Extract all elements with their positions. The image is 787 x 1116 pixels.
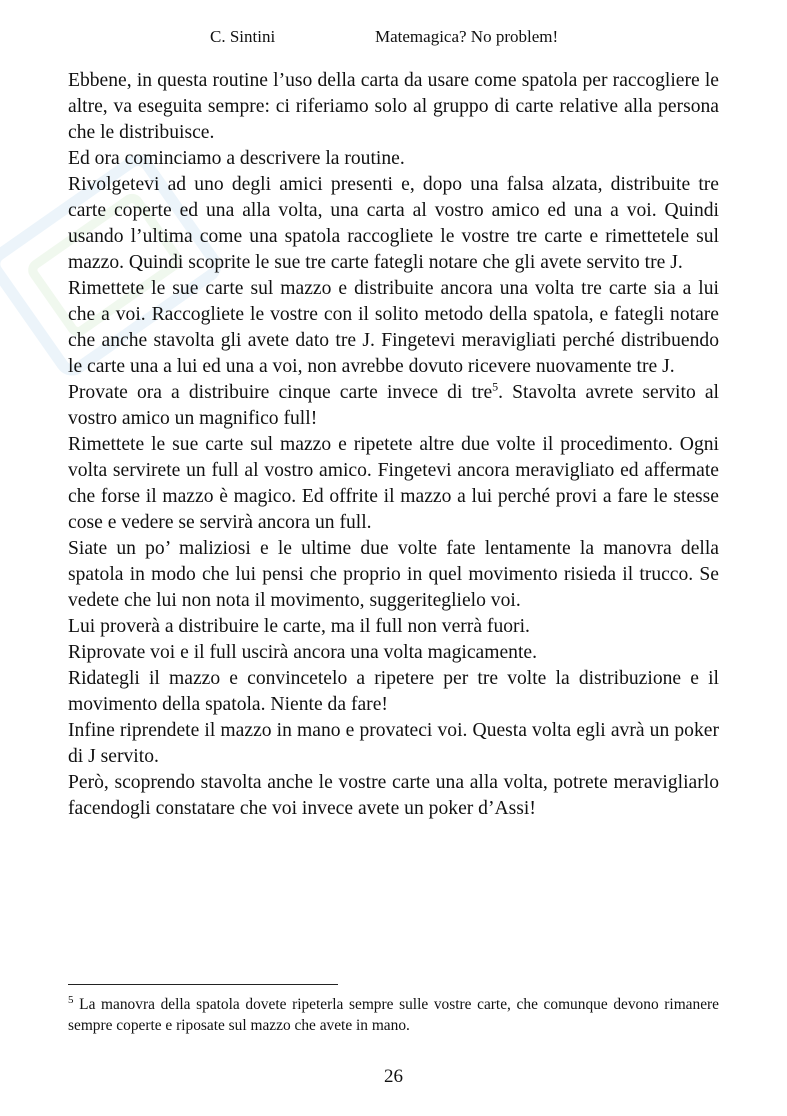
footnote <box>68 994 719 1036</box>
paragraph-with-footnote <box>68 380 719 432</box>
paragraph: Lui proverà a distribuire le carte, ma il full non verrà fuori. <box>68 616 530 637</box>
header-author: C. Sintini <box>210 27 276 46</box>
paragraph-text-after: . Stavolta avrete servito al vostro amico un magnifico full! <box>68 382 719 429</box>
page-number: 26 <box>384 1066 403 1087</box>
footnote-reference[interactable]: 5 <box>492 379 499 394</box>
paragraph: Riprovate voi e il full uscirà ancora una volta magicamente. <box>68 642 537 663</box>
paragraph: Infine riprendete il mazzo in mano e provateci voi. Questa volta egli avrà un poker di J servito. <box>68 720 719 767</box>
paragraph: Ebbene, in questa routine l’uso della carta da usare come spatola per raccogliere le altre, va eseguita sempre: ci riferiamo solo al gruppo di carte relative alla persona che le distribuisce. <box>68 70 719 143</box>
paragraph-text-before: Provate ora a distribuire cinque carte invece di tre <box>68 382 493 403</box>
paragraph: Rimettete le sue carte sul mazzo e ripetete altre due volte il procedimento. Ogni volta servirete un full al vostro amico. Fingetevi ancora meravigliato ed affermate che forse il mazzo è magico. Ed offrite il mazzo a lui perché provi a fare le stesse cose e vedere se servirà ancora un full. <box>68 434 719 533</box>
body-text <box>68 68 719 822</box>
paragraph: Rimettete le sue carte sul mazzo e distribuite ancora una volta tre carte sia a lui che a voi. Raccogliete le vostre con il solito metodo della spatola, e fategli notare che anche stavolta gli avete dato tre J. Fingetevi meravigliati perché distribuendo le carte una a lui ed una a voi, non avrebbe dovuto ricevere nuovamente tre J. <box>68 278 719 377</box>
paragraph: Però, scoprendo stavolta anche le vostre carte una alla volta, potrete meravigliarlo facendogli constatare che voi invece avete un poker d’Assi! <box>68 772 719 819</box>
header-title: Matemagica? No problem! <box>375 27 559 46</box>
page-header <box>0 27 787 49</box>
paragraph: Rivolgetevi ad uno degli amici presenti e, dopo una falsa alzata, distribuite tre carte coperte ed una alla volta, una carta al vostro amico ed una a voi. Quindi usando l’ultima come una spatola raccogliete le vostre tre carte e rimettetele sul mazzo. Quindi scoprite le sue tre carte fategli notare che gli avete servito tre J. <box>68 174 719 273</box>
paragraph: Ed ora cominciamo a descrivere la routine. <box>68 148 405 169</box>
paragraph: Siate un po’ maliziosi e le ultime due volte fate lentamente la manovra della spatola in modo che lui pensi che proprio in quel movimento risieda il trucco. Se vedete che lui non nota il movimento, suggeriteglielo voi. <box>68 538 719 611</box>
paragraph: Ridategli il mazzo e convincetelo a ripetere per tre volte la distribuzione e il movimento della spatola. Niente da fare! <box>68 668 719 715</box>
footnote-divider <box>68 984 338 985</box>
footnote-marker: 5 <box>68 993 74 1006</box>
footnote-text: La manovra della spatola dovete ripeterla sempre sulle vostre carte, che comunque devono rimanere sempre coperte e riposate sul mazzo che avete in mano. <box>68 996 719 1034</box>
